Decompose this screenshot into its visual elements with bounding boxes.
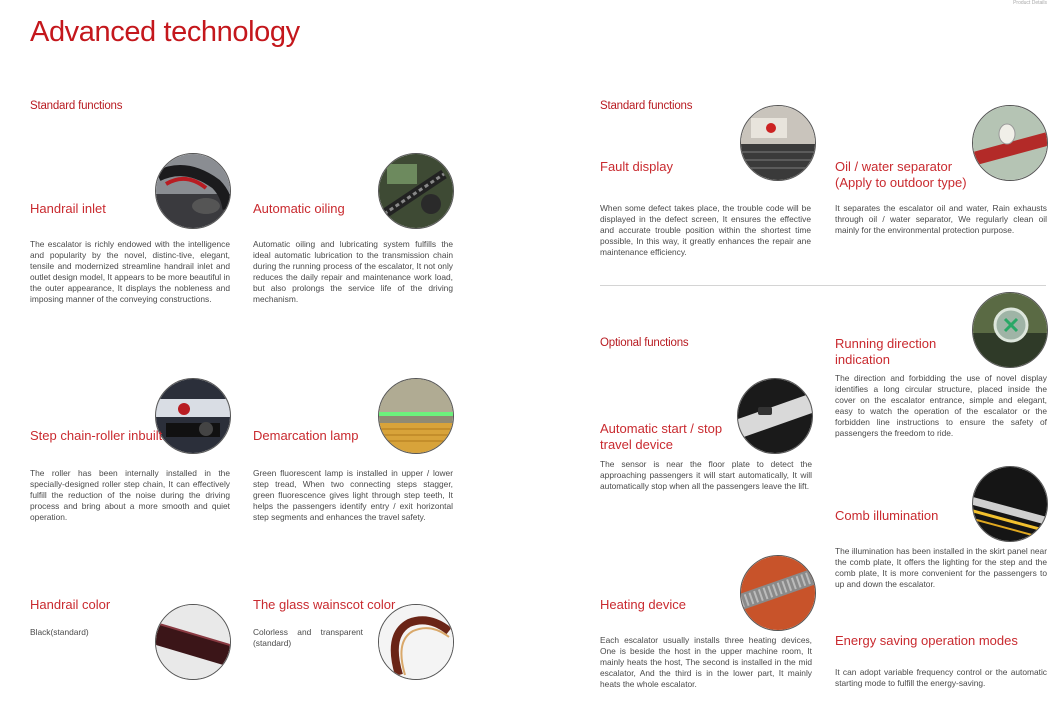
heating-device-image: [740, 555, 816, 631]
page-title: Advanced technology: [30, 16, 300, 48]
automatic-oiling-image: [378, 153, 454, 229]
automatic-start-stop-title: Automatic start / stop travel device: [600, 421, 723, 452]
handrail-color-image: [155, 604, 231, 680]
handrail-inlet-image: [155, 153, 231, 229]
running-direction-text: The direction and forbidding the use of novel display identifies a long circular structure, placed inside the cover on the escalator entrance, simple and elegant, easy to watch the operation of the escalator or the forbidden line instructions to ensure the safety of passengers the freedom to ride.: [835, 373, 1047, 438]
oil-water-separator-title: Oil / water separator (Apply to outdoor type): [835, 159, 967, 190]
glass-wainscot-text: Colorless and transparent (standard): [253, 627, 363, 648]
handrail-inlet-title: Handrail inlet: [30, 201, 106, 216]
comb-illumination-text: The illumination has been installed in the skirt panel near the comb plate, It offers the lighting for the step and the comb plate, It is more convenient for the passengers to up and down the escalator.: [835, 546, 1047, 589]
automatic-oiling-title: Automatic oiling: [253, 201, 345, 216]
heating-device-text: Each escalator usually installs three heating devices, One is beside the host in the upper machine room, It mainly heats the host, The second is installed in the mid escalator, And the third is in the lower part, It mainly heats the whole escalator.: [600, 635, 812, 689]
fault-display-image: [740, 105, 816, 181]
glass-wainscot-title: The glass wainscot color: [253, 597, 396, 612]
standard-functions-heading-right: Standard functions: [600, 100, 693, 112]
running-direction-image: [972, 292, 1048, 368]
step-chain-roller-title: Step chain-roller inbuilt: [30, 428, 163, 443]
handrail-color-title: Handrail color: [30, 597, 111, 612]
energy-saving-title: Energy saving operation modes: [835, 633, 1018, 648]
oil-water-separator-image: [972, 105, 1048, 181]
automatic-oiling-text: Automatic oiling and lubricating system fulfills the ideal automatic lubrication to the transmission chain during the running process of the escalator, It not only reduces the daily repair and maintenance work load, but also prolongs the service life of the driving mechanism.: [253, 239, 453, 304]
step-chain-roller-text: The roller has been internally installed in the specially-designed roller step chain, It can effectively fulfill the reduction of the noise during the driving process and bring about a more smooth and quiet operation.: [30, 468, 230, 522]
fault-display-title: Fault display: [600, 159, 673, 174]
handrail-inlet-text: The escalator is richly endowed with the intelligence and popularity by the novel, distinc-tive, elegant, tensile and modernized streamline handrail inlet and outlet design model, It appears to be more beautiful in the outer appearance, It displays the nobleness and imposing manner of the conveying constructions.: [30, 239, 230, 304]
glass-wainscot-image: [378, 604, 454, 680]
handrail-color-text: Black(standard): [30, 627, 89, 637]
demarcation-lamp-text: Green fluorescent lamp is installed in upper / lower step tread, When two connecting steps stagger, green fluorescence gives light through step teeth, It helps the passengers identify entry / exit horizontal step segments and enhances the travel safety.: [253, 468, 453, 522]
oil-water-separator-text: It separates the escalator oil and water, Rain exhausts through oil / water separator, We regularly clean oil mainly for the environmental protection purpose.: [835, 203, 1047, 235]
running-direction-title: Running direction indication: [835, 336, 937, 367]
corner-note: Product Details: [1013, 0, 1047, 6]
energy-saving-text: It can adopt variable frequency control or the automatic starting mode to fulfill the energy-saving.: [835, 667, 1047, 688]
demarcation-lamp-title: Demarcation lamp: [253, 428, 359, 443]
section-divider: [600, 285, 1046, 286]
heating-device-title: Heating device: [600, 597, 686, 612]
comb-illumination-title: Comb illumination: [835, 508, 939, 523]
optional-functions-heading: Optional functions: [600, 337, 689, 349]
automatic-start-stop-text: The sensor is near the floor plate to detect the approaching passengers it will start automatically, It will automatically stop when all the passengers leave the lift.: [600, 459, 812, 491]
standard-functions-heading-left: Standard functions: [30, 100, 123, 112]
comb-illumination-image: [972, 466, 1048, 542]
fault-display-text: When some defect takes place, the trouble code will be displayed in the defect screen, It ensures the effective and accurate trouble position within the shortest time possible, In this way, it greatly enhances the repair ane maintenance efficiency.: [600, 203, 811, 257]
automatic-start-stop-image: [737, 378, 813, 454]
